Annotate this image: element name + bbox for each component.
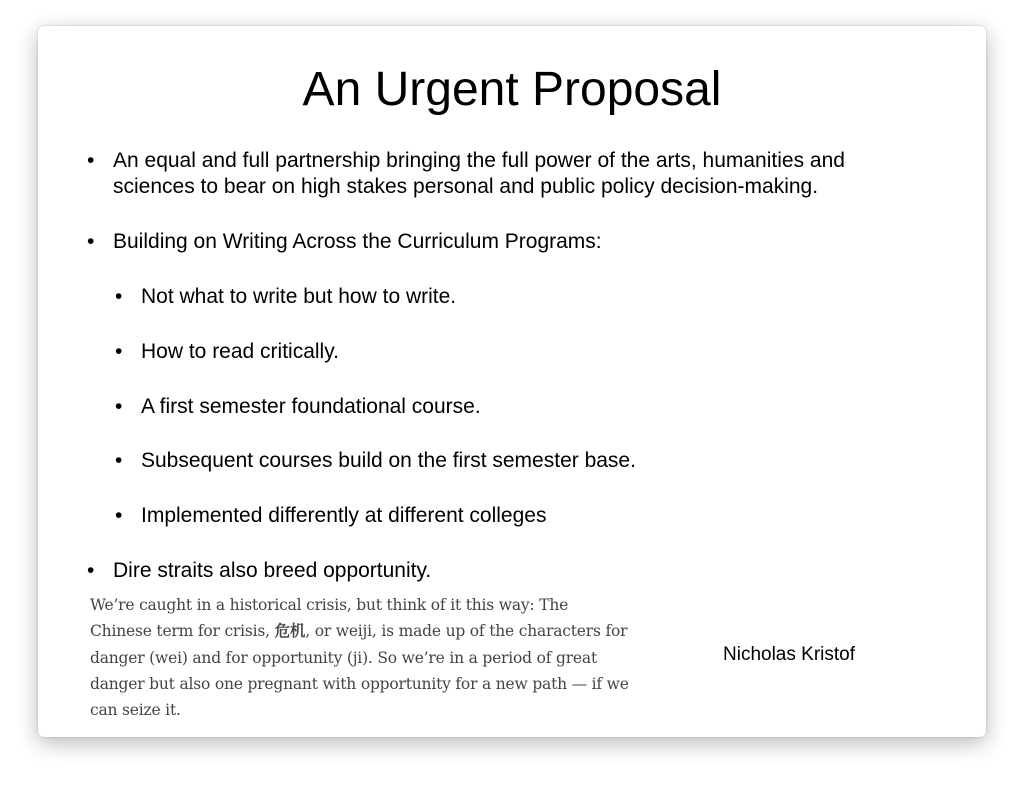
- sub-bullet-text: Subsequent courses build on the first semester base.: [141, 449, 636, 472]
- bullet-text-line: An equal and full partnership bringing the full power of the arts, humanities and: [113, 149, 845, 172]
- sub-bullet-text: A first semester foundational course.: [141, 395, 481, 418]
- bullet-item: [87, 229, 602, 255]
- bullet-dot: •: [115, 395, 123, 418]
- quote-chinese-term: 危机: [274, 621, 306, 641]
- bullet-dot: •: [115, 285, 123, 308]
- bullet-text-line: sciences to bear on high stakes personal and public policy decision-making.: [113, 175, 819, 198]
- quote-text-after: , or weiji, is made up of the characters for danger (wei) and for opportunity (ji). So we’re in a period of great danger but also one pregnant with opportunity for a new path — if we can seize it.: [90, 622, 629, 720]
- bullet-dot: •: [87, 230, 95, 253]
- bullet-dot: •: [87, 149, 95, 172]
- sub-bullet-text: Implemented differently at different colleges: [141, 504, 547, 527]
- sub-bullet-item: [115, 394, 481, 420]
- slide: [38, 26, 986, 737]
- kristof-quote: [90, 592, 630, 723]
- bullet-dot: •: [115, 340, 123, 363]
- bullet-dot: •: [115, 504, 123, 527]
- bullet-item: [87, 148, 973, 200]
- sub-bullet-item: [115, 503, 547, 529]
- sub-bullet-item: [115, 448, 636, 474]
- bullet-text: Building on Writing Across the Curriculum Programs:: [113, 230, 602, 253]
- slide-title: An Urgent Proposal: [302, 63, 722, 116]
- quote-text-before: We’re caught in a historical crisis, but think of it this way: The Chinese term for crisis,: [90, 596, 569, 641]
- bullet-dot: •: [87, 559, 95, 582]
- sub-bullet-item: [115, 339, 340, 365]
- sub-bullet-text: Not what to write but how to write.: [141, 285, 457, 308]
- bullet-item: [87, 558, 432, 584]
- bullet-dot: •: [115, 449, 123, 472]
- bullet-text: Dire straits also breed opportunity.: [113, 559, 432, 582]
- quote-author: Nicholas Kristof: [723, 644, 855, 665]
- sub-bullet-text: How to read critically.: [141, 340, 340, 363]
- sub-bullet-item: [115, 284, 457, 310]
